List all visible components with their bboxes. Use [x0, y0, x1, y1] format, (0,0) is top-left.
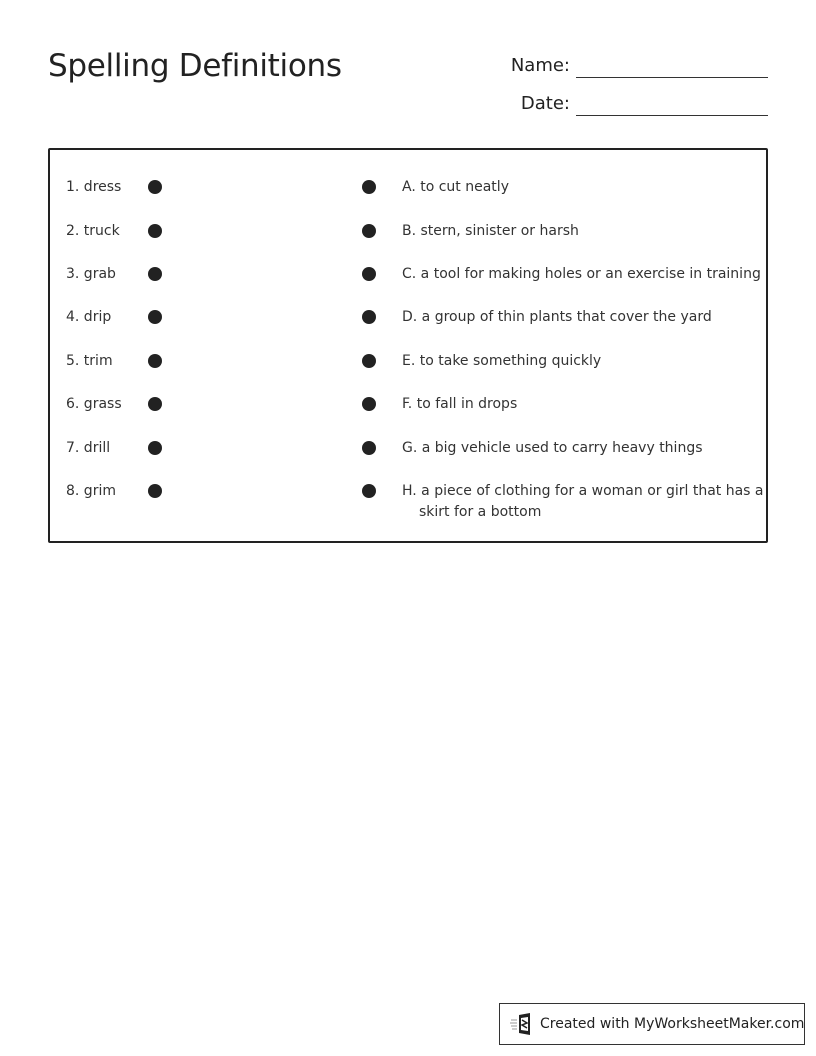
footer-credit-text: Created with MyWorksheetMaker.com — [540, 1016, 805, 1032]
definition-connector-dot[interactable] — [362, 354, 376, 368]
definition-connector-dot[interactable] — [362, 267, 376, 281]
name-field — [500, 48, 768, 78]
date-label: Date: — [520, 93, 570, 114]
match-row — [50, 351, 766, 375]
date-field — [500, 86, 768, 116]
match-row — [50, 264, 766, 288]
word-connector-dot[interactable] — [148, 267, 162, 281]
definition-connector-dot[interactable] — [362, 441, 376, 455]
match-row — [50, 438, 766, 462]
name-blank-line — [576, 77, 768, 78]
definition-item: G. a big vehicle used to carry heavy things — [402, 440, 703, 456]
definition-item: B. stern, sinister or harsh — [402, 223, 579, 239]
definition-connector-dot[interactable] — [362, 484, 376, 498]
worksheet-maker-logo-icon — [510, 1012, 534, 1036]
definition-connector-dot[interactable] — [362, 224, 376, 238]
date-blank-line — [576, 115, 768, 116]
word-connector-dot[interactable] — [148, 484, 162, 498]
footer-badge[interactable] — [499, 1003, 805, 1045]
match-row — [50, 221, 766, 245]
word-connector-dot[interactable] — [148, 397, 162, 411]
definition-connector-dot[interactable] — [362, 180, 376, 194]
word-item: 8. grim — [66, 483, 116, 499]
definition-connector-dot[interactable] — [362, 310, 376, 324]
page-title: Spelling Definitions — [48, 48, 342, 84]
word-item: 1. dress — [66, 179, 122, 195]
match-row — [50, 481, 766, 520]
match-row — [50, 394, 766, 418]
word-connector-dot[interactable] — [148, 354, 162, 368]
word-item: 5. trim — [66, 353, 113, 369]
name-label: Name: — [510, 55, 570, 76]
definition-item: C. a tool for making holes or an exercise in training — [402, 266, 761, 282]
word-item: 2. truck — [66, 223, 120, 239]
definition-connector-dot[interactable] — [362, 397, 376, 411]
word-connector-dot[interactable] — [148, 441, 162, 455]
definition-item: D. a group of thin plants that cover the yard — [402, 309, 712, 325]
matching-box — [48, 148, 768, 543]
word-item: 7. drill — [66, 440, 111, 456]
definition-item: F. to fall in drops — [402, 396, 518, 412]
definition-item: A. to cut neatly — [402, 179, 509, 195]
match-row — [50, 307, 766, 331]
word-connector-dot[interactable] — [148, 224, 162, 238]
word-item: 6. grass — [66, 396, 122, 412]
match-row — [50, 177, 766, 201]
word-item: 4. drip — [66, 309, 112, 325]
definition-item: H. a piece of clothing for a woman or girl that has a skirt for a bottom — [402, 483, 764, 520]
word-connector-dot[interactable] — [148, 180, 162, 194]
definition-item: E. to take something quickly — [402, 353, 602, 369]
word-connector-dot[interactable] — [148, 310, 162, 324]
word-item: 3. grab — [66, 266, 116, 282]
